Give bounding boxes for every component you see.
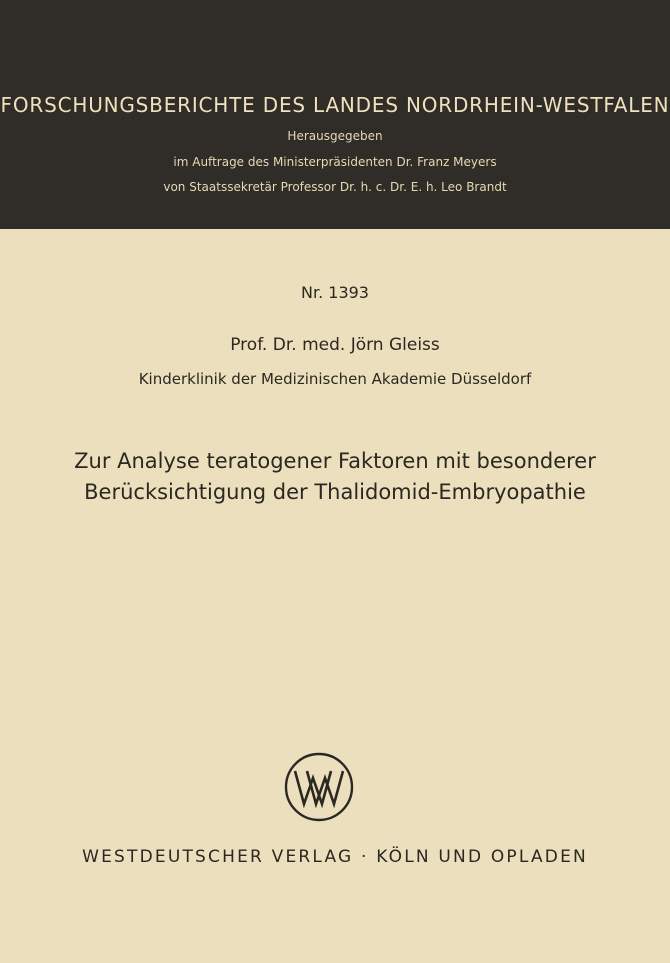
header-band — [0, 0, 670, 229]
book-title-line-2: Berücksichtigung der Thalidomid-Embryopathie — [84, 480, 586, 504]
report-number: Nr. 1393 — [301, 283, 369, 302]
commission-line: im Auftrage des Ministerpräsidenten Dr. Franz Meyers — [173, 155, 497, 169]
editor-note: Herausgegeben — [287, 129, 383, 143]
publisher-imprint: WESTDEUTSCHER VERLAG · KÖLN UND OPLADEN — [82, 847, 588, 867]
institution: Kinderklinik der Medizinischen Akademie Düsseldorf — [138, 370, 532, 388]
book-title-line-1: Zur Analyse teratogener Faktoren mit besonderer — [74, 449, 596, 473]
editor-line: von Staatssekretär Professor Dr. h. c. Dr. E. h. Leo Brandt — [163, 180, 507, 194]
author-name: Prof. Dr. med. Jörn Gleiss — [230, 335, 440, 355]
series-title: FORSCHUNGSBERICHTE DES LANDES NORDRHEIN-WESTFALEN — [0, 93, 670, 117]
publisher-logo-icon — [282, 750, 356, 824]
